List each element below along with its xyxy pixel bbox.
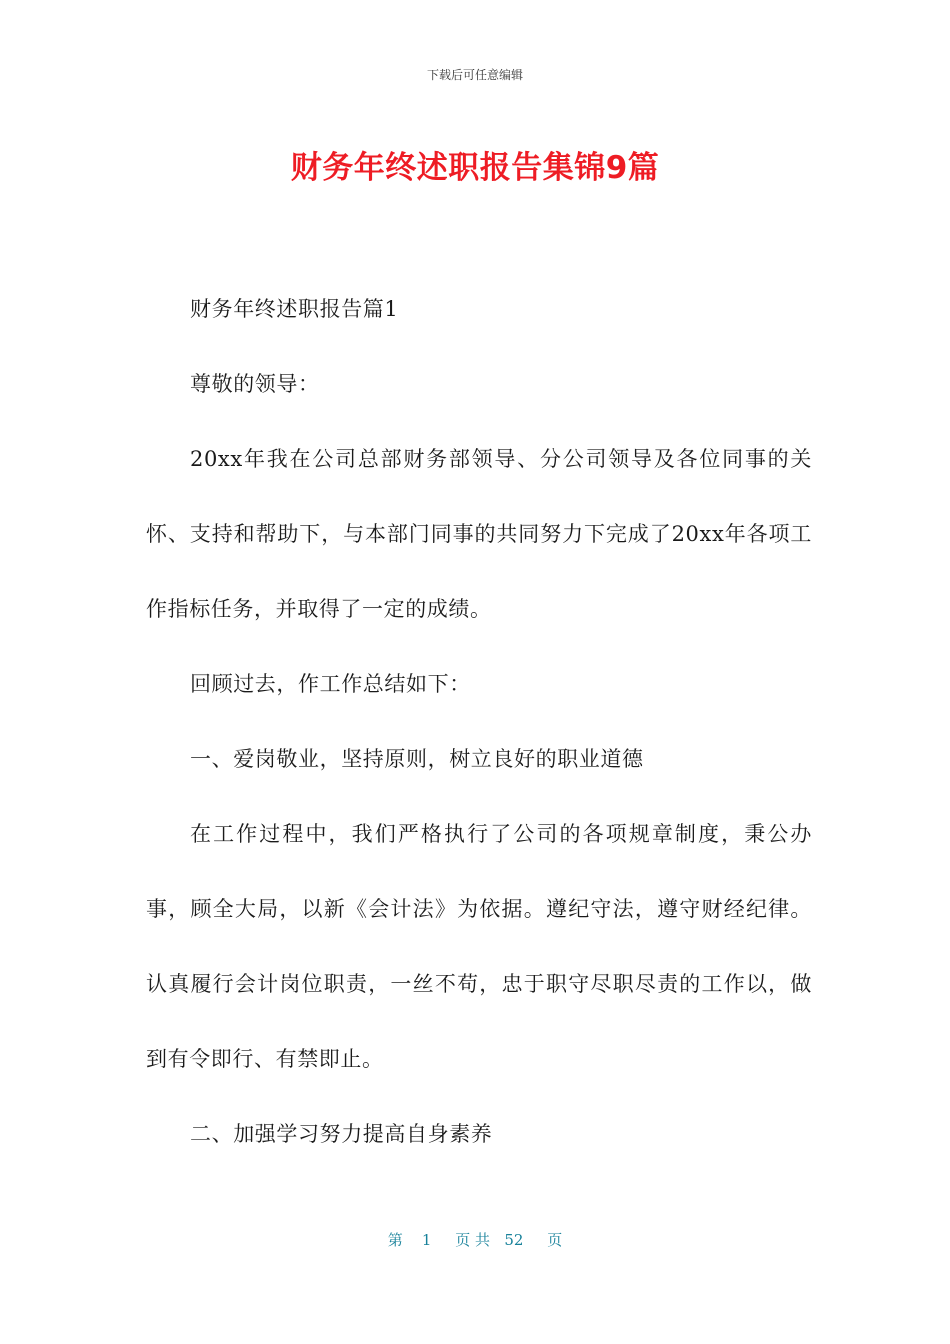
footer-prefix: 第 (387, 1231, 403, 1249)
salutation: 尊敬的领导： (190, 372, 320, 396)
current-page-number: 1 (421, 1231, 432, 1249)
document-title: 财务年终述职报告集锦9篇 (290, 150, 660, 186)
section-heading: 财务年终述职报告篇1 (190, 297, 399, 321)
subsection-heading: 二、加强学习努力提高自身素养 (190, 1122, 493, 1146)
subsection-heading: 一、爱岗敬业，坚持原则，树立良好的职业道德 (190, 747, 644, 771)
footer-middle: 页 共 (455, 1231, 490, 1249)
body-paragraph: 20xx年我在公司总部财务部领导、分公司领导及各位同事的关怀、支持和帮助下，与本部门同事的共同努力下完成了20xx年各项工作指标任务，并取得了一定的成绩。 (146, 447, 812, 621)
document-body (146, 272, 812, 1172)
body-paragraph: 在工作过程中，我们严格执行了公司的各项规章制度，秉公办事，顾全大局，以新《会计法》为依据。遵纪守法，遵守财经纪律。认真履行会计岗位职责，一丝不苟，忠于职守尽职尽责的工作以，做到有令即行、有禁即止。 (146, 822, 812, 1071)
page-footer (0, 1229, 950, 1250)
footer-suffix: 页 (547, 1231, 563, 1249)
header-note: 下载后可任意编辑 (426, 68, 523, 82)
total-pages-number: 52 (504, 1231, 524, 1249)
body-paragraph: 回顾过去，作工作总结如下： (190, 672, 471, 696)
